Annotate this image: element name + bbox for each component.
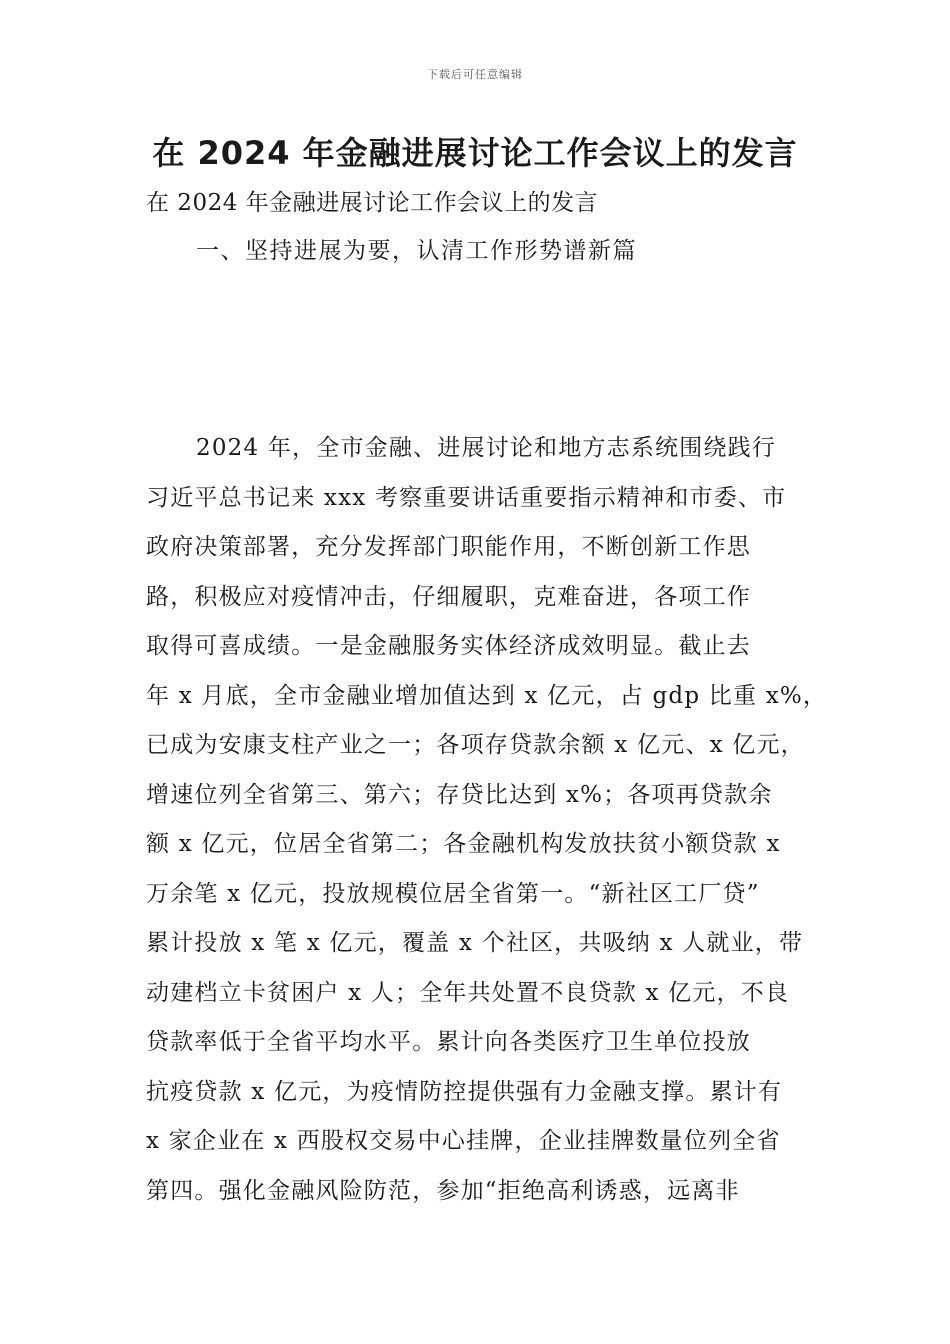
paragraph-line: 习近平总书记来 xxx 考察重要讲话重要指示精神和市委、市 [146, 484, 787, 511]
paragraph-line: 政府决策部署，充分发挥部门职能作用，不断创新工作思 [146, 534, 751, 560]
paragraph-line: 抗疫贷款 x 亿元，为疫情防控提供强有力金融支撑。累计有 [146, 1078, 783, 1105]
paragraph-line: 年 x 月底，全市金融业增加值达到 x 亿元，占 gdp 比重 x%， [146, 682, 828, 709]
section-heading: 一、坚持进展为要，认清工作形势谱新篇 [196, 238, 637, 264]
paragraph-line: 第四。强化金融风险防范，参加“拒绝高利诱惑，远离非 [146, 1177, 740, 1204]
paragraph-line: 累计投放 x 笔 x 亿元，覆盖 x 个社区，共吸纳 x 人就业，带 [146, 930, 804, 956]
paragraph-line: 万余笔 x 亿元，投放规模位居全省第一。“新社区工厂贷” [146, 880, 760, 907]
document-title: 在 2024 年金融进展讨论工作会议上的发言 [152, 134, 798, 172]
body-paragraph [146, 424, 828, 1216]
paragraph-line: 额 x 亿元，位居全省第二；各金融机构发放扶贫小额贷款 x [146, 831, 781, 857]
paragraph-line: x 家企业在 x 西股权交易中心挂牌，企业挂牌数量位列全省 [146, 1128, 781, 1154]
header-note: 下载后可任意编辑 [427, 68, 523, 81]
paragraph-line: 已成为安康支柱产业之一；各项存贷款余额 x 亿元、x 亿元， [146, 732, 805, 758]
paragraph-line: 动建档立卡贫困户 x 人；全年共处置不良贷款 x 亿元，不良 [146, 979, 790, 1006]
paragraph-line: 2024 年，全市金融、进展讨论和地方志系统围绕践行 [196, 435, 777, 461]
paragraph-line: 增速位列全省第三、第六；存贷比达到 x%；各项再贷款余 [146, 781, 773, 808]
paragraph-line: 贷款率低于全省平均水平。累计向各类医疗卫生单位投放 [146, 1029, 751, 1055]
paragraph-line: 取得可喜成绩。一是金融服务实体经济成效明显。截止去 [146, 633, 751, 659]
document-subtitle: 在 2024 年金融进展讨论工作会议上的发言 [146, 190, 599, 216]
paragraph-line: 路，积极应对疫情冲击，仔细履职，克难奋进，各项工作 [146, 583, 751, 610]
